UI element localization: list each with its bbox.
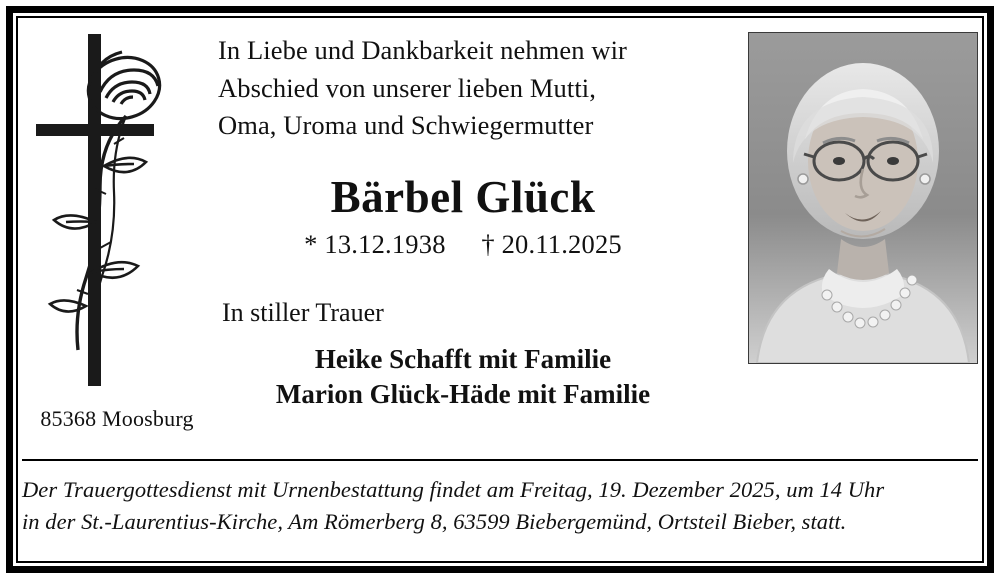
footer-line-1: Der Trauergottesdienst mit Urnenbestattung findet am Freitag, 19. Dezember 2025, um 14 Uhr — [22, 477, 885, 502]
service-details — [22, 474, 978, 538]
section-divider — [22, 459, 978, 461]
intro-line-1: In Liebe und Dankbarkeit nehmen wir — [218, 35, 627, 65]
life-dates — [218, 229, 708, 260]
text-column — [218, 22, 708, 454]
card-content — [22, 22, 978, 557]
intro-text — [218, 32, 708, 145]
upper-section — [22, 22, 978, 454]
intro-line-3: Oma, Uroma und Schwiegermutter — [218, 110, 594, 141]
family-names — [218, 342, 708, 412]
intro-line-2: Abschied von unserer lieben Mutti, — [218, 72, 596, 103]
birth-symbol: * — [304, 228, 318, 259]
cross-with-rose-icon — [30, 26, 200, 396]
death-symbol: † — [481, 228, 495, 259]
ornament-column — [22, 22, 212, 454]
family-line-1: Heike Schafft mit Familie — [314, 343, 612, 374]
birth-date: 13.12.1938 — [324, 228, 446, 259]
deceased-name: Bärbel Glück — [330, 171, 596, 222]
place-label: 85368 Moosburg — [40, 406, 194, 431]
portrait-photo-elderly-woman — [748, 32, 978, 364]
family-line-2: Marion Glück-Häde mit Familie — [275, 378, 651, 409]
mourning-line: In stiller Trauer — [222, 297, 384, 327]
death-date: 20.11.2025 — [501, 228, 622, 259]
footer-line-2: in der St.-Laurentius-Kirche, Am Römerberg 8, 63599 Biebergemünd, Ortsteil Bieber, statt. — [22, 508, 847, 534]
